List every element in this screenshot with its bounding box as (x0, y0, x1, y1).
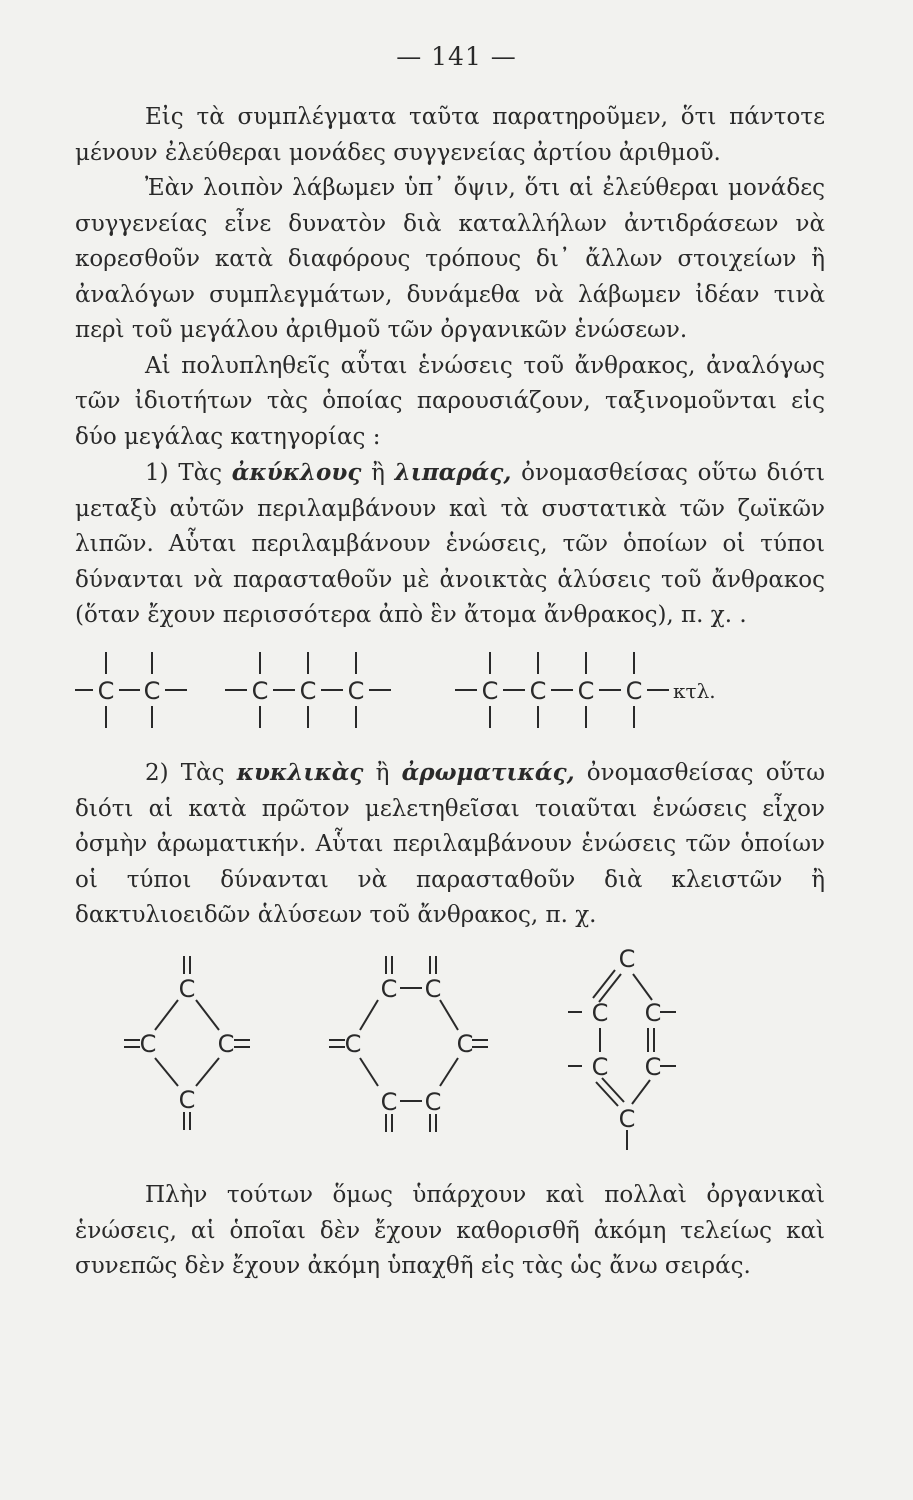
paragraph-6: Πλὴν τούτων ὅμως ὑπάρχουν καὶ πολλαὶ ὀργανικαὶ ἑνώσεις, αἱ ὁποῖαι δὲν ἔχουν καθορισθῆ ἀκόμη τελείως καὶ συνεπῶς δὲν ἔχουν ἀκόμη ὑπαχθῆ εἰς τὰς ὡς ἄνω σειράς. (75, 1182, 825, 1279)
open-chain-formulas (75, 640, 835, 740)
chain3-carbon-3: C (577, 677, 595, 705)
ring3-carbon-lower-left: C (591, 1053, 609, 1081)
term-aromatic: ἀρωματικάς, (401, 759, 575, 786)
open-chain-diagram (75, 640, 835, 740)
p5-prefix: 2) Τὰς (145, 760, 225, 786)
p4-prefix: 1) Τὰς (145, 460, 223, 486)
term-cyclic: κυκλικὰς (236, 759, 364, 786)
ring3-carbon-bottom: C (618, 1105, 636, 1133)
ring2-carbon-top-right: C (424, 975, 442, 1003)
ring2-carbon-bottom-left: C (380, 1088, 398, 1116)
ring2-carbon-top-left: C (380, 975, 398, 1003)
ring-diagrams (110, 940, 710, 1170)
ring2-carbon-right: C (456, 1030, 474, 1058)
ring1-carbon-top: C (178, 975, 196, 1003)
chain3-carbon-2: C (529, 677, 547, 705)
text-block-top (75, 100, 825, 634)
ring2-carbon-bottom-right: C (424, 1088, 442, 1116)
paragraph-1: Εἰς τὰ συμπλέγματα ταῦτα παρατηροῦμεν, ὅτι πάντοτε μένουν ἐλεύθεραι μονάδες συγγενείας ἀρτίου ἀριθμοῦ. (75, 104, 825, 166)
paragraph-5 (75, 755, 825, 934)
p5-or: ἢ (375, 760, 390, 786)
paragraph-3: Αἱ πολυπληθεῖς αὗται ἑνώσεις τοῦ ἄνθρακος, ἀναλόγως τῶν ἰδιοτήτων τὰς ὁποίας παρουσιάζουν, ταξινομοῦνται εἰς δύο μεγάλας κατηγορίας : (75, 352, 825, 450)
text-block-bottom (75, 1178, 825, 1285)
paragraph-2: Ἐὰν λοιπὸν λάβωμεν ὑπ᾽ ὄψιν, ὅτι αἱ ἐλεύθεραι μονάδες συγγενείας εἶνε δυνατὸν διὰ καταλλήλων ἀντιδράσεων νὰ κορεσθοῦν κατὰ διαφόρους τρόπους δι᾽ ἄλλων στοιχείων ἢ ἀναλόγων συμπλεγμάτων, δυνάμεθα νὰ λάβωμεν ἰδέαν τινὰ περὶ τοῦ μεγάλου ἀριθμοῦ τῶν ὀργανικῶν ἑνώσεων. (75, 175, 825, 343)
chain1-carbon-2: C (143, 677, 161, 705)
text-block-middle (75, 755, 825, 934)
ring3-carbon-upper-left: C (591, 999, 609, 1027)
ring1-carbon-left: C (139, 1030, 157, 1058)
chain3-carbon-4: C (625, 677, 643, 705)
chain3-carbon-1: C (481, 677, 499, 705)
ring3-carbon-lower-right: C (644, 1053, 662, 1081)
chain2-carbon-1: C (251, 677, 269, 705)
ring3-carbon-upper-right: C (644, 999, 662, 1027)
paragraph-4 (75, 455, 825, 634)
ring-formulas (110, 940, 710, 1170)
chain2-carbon-3: C (347, 677, 365, 705)
chain1-carbon-1: C (97, 677, 115, 705)
ring2-carbon-left: C (344, 1030, 362, 1058)
term-fatty: λιπαράς, (394, 459, 512, 486)
p4-or: ἢ (371, 460, 385, 486)
ring1-carbon-right: C (217, 1030, 235, 1058)
chain-ending-ktl: κτλ. (673, 679, 716, 703)
chain2-carbon-2: C (299, 677, 317, 705)
page-number: — 141 — (396, 42, 517, 71)
p4-rest: ὀνομασθείσας οὕτω διότι μεταξὺ αὐτῶν περιλαμβάνουν καὶ τὰ συστατικὰ τῶν ζωϊκῶν λιπῶν. Αὗται περιλαμβάνουν ἑνώσεις, τῶν ὁποίων οἱ τύποι δύνανται νὰ παρασταθοῦν μὲ ἀνοικτὰς ἁλύσεις τοῦ ἄνθρακος (ὅταν ἔχουν περισσότερα ἀπὸ ἓν ἄτομα ἄνθρακος), π. χ. . (75, 460, 826, 628)
term-acyclic: ἀκύκλους (231, 459, 362, 486)
ring1-carbon-bottom: C (178, 1086, 196, 1114)
p5-rest: ὀνομασθείσας οὕτω διότι αἱ κατὰ πρῶτον μελετηθεῖσαι τοιαῦται ἑνώσεις εἶχον ὀσμὴν ἀρωματικήν. Αὗται περιλαμβάνουν ἑνώσεις τῶν ὁποίων οἱ τύποι δύνανται νὰ παρασταθοῦν διὰ κλειστῶν ἢ δακτυλιοειδῶν ἁλύσεων τοῦ ἄνθρακος, π. χ. (75, 760, 826, 928)
ring3-carbon-top: C (618, 945, 636, 973)
